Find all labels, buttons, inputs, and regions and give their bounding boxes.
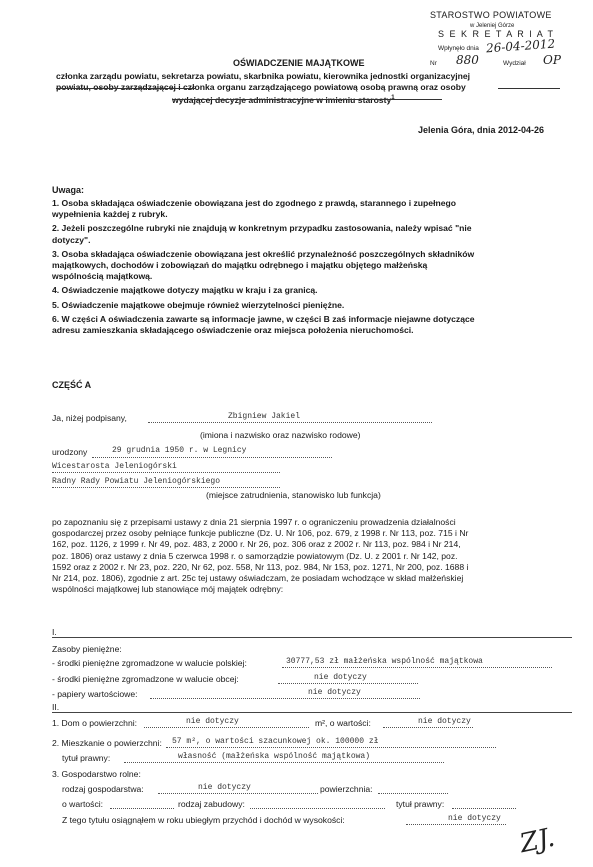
document-subtitle-1: członka zarządu powiatu, sekretarza powiatu, skarbnika powiatu, kierownika jednostki organizacyjnej [56,71,471,81]
uwaga-line: majątkowych, dochodów i zobowiązań do majątku odrębnego i majątku objętego małżeńską [52,260,428,271]
name-value: Zbigniew Jakiel [228,412,301,421]
dom-label: 1. Dom o powierzchni: [52,718,138,728]
name-field [148,422,432,423]
rodzaj-label: rodzaj gospodarstwa: [62,784,144,794]
wartosc-label: o wartości: [62,799,104,809]
stamp-secretariat: S E K R E T A R I A T [438,29,555,39]
subtitle-3-text: wydającej decyzje administracyjne w imieniu starosty [172,94,392,105]
name-caption: (imiona i nazwisko oraz nazwisko rodowe) [200,430,361,440]
birth-value: 29 grudnia 1950 r. w Legnicy [112,446,247,455]
stamp-date-label: Wpłynęło dnia [438,45,479,52]
section-1-roman: I. [52,627,57,637]
document-title: OŚWIADCZENIE MAJĄTKOWE [233,58,365,68]
powierzchnia-field [378,793,448,794]
ja-label: Ja, niżej podpisany, [52,413,127,423]
legal-line: 1592 oraz z 2002 r. Nr 23, poz. 220, Nr 62, poz. 558, Nr 113, poz. 984, Nr 153, poz. 1271, Nr 200, poz. 1688 i [52,561,469,572]
document-subtitle-2: powiatu, osoby zarządzającej i członka organu zarządzającego powiatową osobą prawną oraz osoby [56,82,466,92]
mieszkanie-label: 2. Mieszkanie o powierzchni: [52,738,162,748]
rodzaj-value: nie dotyczy [198,783,251,792]
dom-worth-value: nie dotyczy [418,717,471,726]
mieszkanie-value: 57 m², o wartości szacunkowej ok. 100000 zł [172,737,379,746]
position-field [52,487,280,488]
polish-currency-field [282,667,552,668]
uwaga-line: dotyczy". [52,234,91,245]
legal-line: 162, poz. 1126, z 1999 r. Nr 49, poz. 483, z 2000 r. Nr 26, poz. 306 oraz z 2002 r. Nr 113, poz. 984 i Nr 214, [52,539,461,550]
zabudowa-label: rodzaj zabudowy: [178,799,245,809]
stamp-nr-label: Nr [430,60,437,67]
section-1-title: Zasoby pieniężne: [52,644,122,654]
signature-initials: ZJ. [517,822,558,860]
tytul-value: własność (małżeńska wspólność majątkowa) [178,752,371,761]
uwaga-list [52,198,572,336]
dom-m2-label: m², o wartości: [315,718,371,728]
dom-area-value: nie dotyczy [186,717,239,726]
strike-line [172,99,442,100]
legal-line: gospodarczej przez osoby pełniące funkcje publiczne (Dz. U. Nr 106, poz. 679, z 1998 r. Nr 113, poz. 715 i Nr [52,528,469,539]
urodzony-label: urodzony [52,447,88,457]
securities-label: - papiery wartościowe: [52,689,138,699]
tytul2-field [452,808,516,809]
uwaga-line: wspólnością majątkową. [52,271,153,282]
tytul-field [124,762,444,763]
dochod-label: Z tego tytułu osiągnąłem w roku ubiegłym przychód i dochód w wysokości: [62,815,345,825]
tytul2-label: tytuł prawny: [396,799,445,809]
strike-line [56,88,196,89]
powierzchnia-label: powierzchnia: [320,784,373,794]
section-2-roman: II. [52,702,60,712]
rodzaj-field [158,793,318,794]
uwaga-heading: Uwaga: [52,185,85,195]
uwaga-line: wypełnienia każdej z rubryk. [52,209,168,220]
dom-area-field [144,727,309,728]
zabudowa-field [250,808,385,809]
uwaga-line: 1. Osoba składająca oświadczenie obowiązana jest do zgodnego z prawdą, starannego i zupełnego [52,198,456,208]
uwaga-line: 5. Oświadczenie majątkowe obejmuje również wierzytelności pieniężne. [52,299,345,310]
position-value: Radny Rady Powiatu Jeleniogórskiego [52,477,221,486]
dom-worth-field [383,727,473,728]
stamp-wydzial-value: OP [543,53,561,67]
polish-currency-value: 30777,53 zł małżeńska wspólność majątkowa [286,657,483,666]
polish-currency-label: - środki pieniężne zgromadzone w walucie polskiej: [52,658,247,668]
legal-line: po zapoznaniu się z przepisami ustawy z dnia 21 sierpnia 1997 r. o ograniczeniu prowadzenia działalności [52,517,456,527]
strike-line [498,88,560,89]
employer-caption: (miejsce zatrudnienia, stanowisko lub funkcja) [206,490,381,500]
dochod-field [406,824,506,825]
birth-field [92,457,332,458]
place-date: Jelenia Góra, dnia 2012-04-26 [418,125,545,135]
stamp-date-value: 26-04-2012 [485,36,556,56]
czesc-a-heading: CZĘŚĆ A [52,380,92,390]
dochod-value: nie dotyczy [448,814,501,823]
securities-field [150,698,420,699]
mieszkanie-field [166,747,496,748]
employer-field [52,472,280,473]
footnote-marker: 1 [391,95,395,101]
legal-line: wspólności majątkowej lub stanowiące mój majątek odrębny: [52,584,284,595]
uwaga-line: adresu zamieszkania składającego oświadczenie oraz miejsca położenia nieruchomości. [52,325,414,336]
employer-value: Wicestarosta Jeleniogórski [52,462,177,471]
legal-paragraph [52,517,582,595]
uwaga-line: 3. Osoba składająca oświadczenie obowiązana jest określić przynależność poszczególnych składników [52,248,475,259]
tytul-label: tytuł prawny: [62,753,111,763]
uwaga-line: 4. Oświadczenie majątkowe dotyczy majątku w kraju i za granicą. [52,285,318,296]
wartosc-field [110,808,174,809]
registry-stamp [408,8,588,70]
section-1-rule [52,637,572,638]
stamp-nr-value: 880 [456,53,479,67]
uwaga-line: 2. Jeżeli poszczególne rubryki nie znajdują w konkretnym przypadku zastosowania, należy wpisać "nie [52,223,472,234]
gospodarstwo-label: 3. Gospodarstwo rolne: [52,769,141,779]
section-2-rule [52,712,572,713]
foreign-currency-value: nie dotyczy [314,673,367,682]
uwaga-line: 6. W części A oświadczenia zawarte są informacje jawne, w części B zaś informacje niejawne dotyczące [52,313,475,324]
securities-value: nie dotyczy [308,688,361,697]
stamp-city: w Jeleniej Górze [470,23,515,29]
stamp-wydzial-label: Wydział [503,60,526,67]
foreign-currency-field [278,683,418,684]
legal-line: poz. 1806) oraz ustawy z dnia 5 czerwca 1998 r. o samorządzie powiatowym (Dz. U. z 2001 r. Nr 142, poz. [52,550,458,561]
foreign-currency-label: - środki pieniężne zgromadzone w walucie obcej: [52,674,239,684]
stamp-office: STAROSTWO POWIATOWE [430,10,552,20]
legal-line: Nr 214, poz. 1806), zgodnie z art. 25c tej ustawy oświadczam, że posiadam wchodzące w skład małżeńskiej [52,573,464,584]
